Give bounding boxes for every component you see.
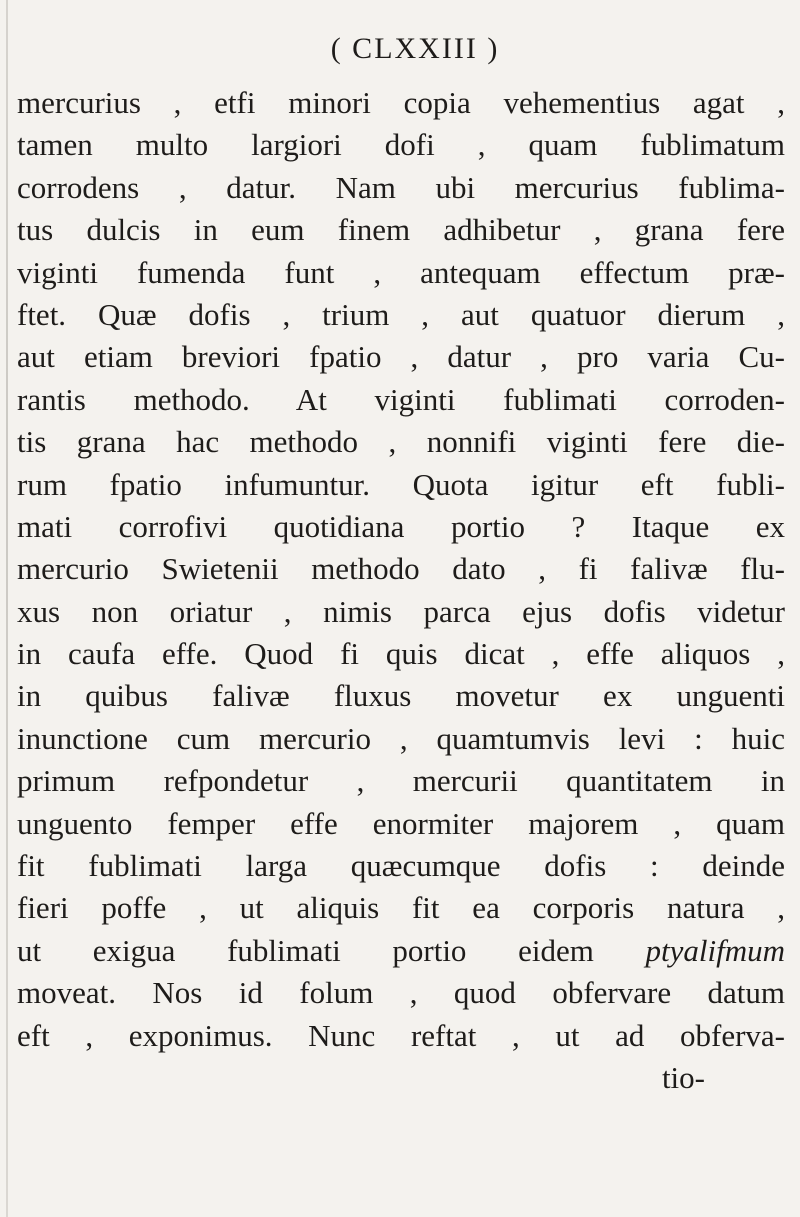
text-line: fieri poffe , ut aliquis fit ea corporis natura , bbox=[17, 890, 785, 926]
text-line: aut etiam breviori fpatio , datur , pro varia Cu- bbox=[17, 339, 785, 375]
text-line: eft , exponimus. Nunc reftat , ut ad obferva- bbox=[17, 1017, 785, 1053]
body-text bbox=[15, 82, 785, 1099]
text-line: rum fpatio infumuntur. Quota igitur eft fubli- bbox=[17, 466, 785, 502]
italic-term: ptyalifmum bbox=[645, 932, 786, 968]
text-line: in quibus falivæ fluxus movetur ex unguenti bbox=[17, 678, 785, 714]
text-line: rantis methodo. At viginti fublimati corroden- bbox=[17, 381, 785, 417]
text-line: mercurio Swietenii methodo dato , fi falivæ flu- bbox=[17, 551, 785, 587]
text-line: tus dulcis in eum finem adhibetur , grana fere bbox=[17, 212, 785, 248]
text-line: fit fublimati larga quæcumque dofis : deinde bbox=[17, 848, 785, 884]
text-line: in caufa effe. Quod fi quis dicat , effe aliquos , bbox=[17, 636, 785, 672]
text-line: unguento femper effe enormiter majorem , quam bbox=[17, 805, 785, 841]
binding-edge bbox=[6, 0, 8, 1217]
page-header: ( CLXXIII ) bbox=[330, 32, 500, 65]
catchword: tio- bbox=[661, 1059, 705, 1095]
text-line: primum refpondetur , mercurii quantitatem in bbox=[17, 763, 785, 799]
text-line: ftet. Quæ dofis , trium , aut quatuor dierum , bbox=[17, 296, 785, 332]
text-line-part: ut exigua fublimati portio eidem bbox=[17, 932, 594, 968]
text-line: corrodens , datur. Nam ubi mercurius fublima- bbox=[17, 169, 785, 205]
text-line: mati corrofivi quotidiana portio ? Itaque ex bbox=[17, 508, 785, 544]
text-line: inunctione cum mercurio , quamtumvis levi : huic bbox=[17, 720, 785, 756]
text-line: mercurius , etfi minori copia vehementius agat , bbox=[17, 85, 785, 120]
text-line: tis grana hac methodo , nonnifi viginti fere die- bbox=[17, 424, 785, 460]
text-line: moveat. Nos id folum , quod obfervare datum bbox=[17, 975, 785, 1011]
text-line: tamen multo largiori dofi , quam fublimatum bbox=[17, 127, 785, 163]
text-line: viginti fumenda funt , antequam effectum præ- bbox=[17, 254, 785, 290]
text-line: xus non oriatur , nimis parca ejus dofis videtur bbox=[17, 593, 785, 629]
text-line-with-italic bbox=[15, 930, 785, 972]
